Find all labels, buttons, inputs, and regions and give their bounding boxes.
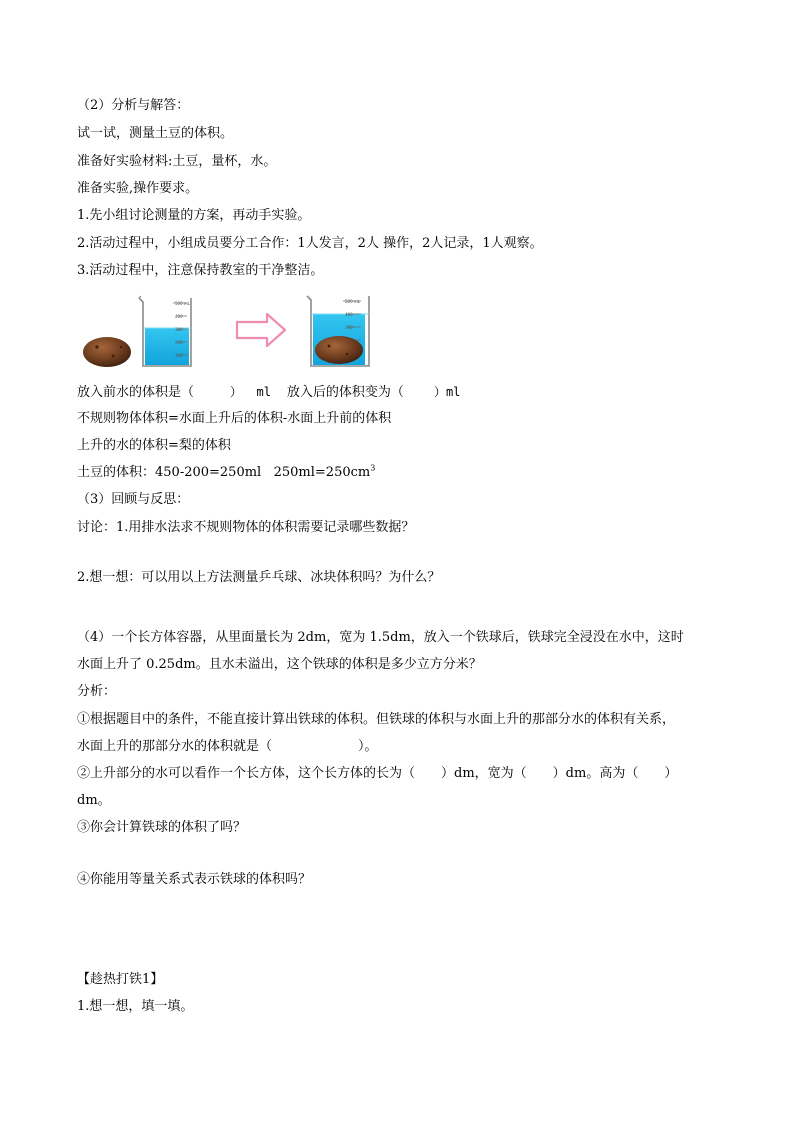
height-suffix: ） [664, 766, 678, 781]
analysis-step-4: ④你能用等量关系式表示铁球的体积吗？ [77, 872, 312, 887]
calc-superscript: 3 [370, 463, 376, 473]
text-line: 准备实验,操作要求。 [77, 181, 199, 196]
section3-heading: （3）回顾与反思： [77, 492, 190, 507]
text-line: 2.活动过程中，小组成员要分工合作：1人发言，2人 操作，2人记录，1人观察。 [77, 236, 543, 251]
text-line: 准备好实验材料:土豆，量杯，水。 [77, 154, 277, 169]
arrow-right-icon [237, 314, 285, 346]
formula-line: 不规则物体体积=水面上升后的体积-水面上升前的体积 [77, 411, 392, 426]
text-line: 试一试，测量土豆的体积。 [77, 126, 234, 141]
section2-heading: （2）分析与解答： [77, 98, 190, 113]
text-line: 3.活动过程中，注意保持教室的干净整洁。 [77, 263, 324, 278]
problem-line: 水面上升了 0.25dm。且水未溢出，这个铁球的体积是多少立方分米？ [77, 657, 482, 672]
width-prefix: ）dm，宽为（ [441, 766, 527, 781]
calc-text: 土豆的体积：450-200=250ml 250ml=250cm [77, 465, 371, 480]
practice-item: 1.想一想，填一填。 [77, 999, 194, 1014]
after-label: 放入后的体积变为（ [286, 385, 404, 400]
height-prefix: ）dm。高为（ [552, 766, 639, 781]
beaker-before-icon [139, 296, 191, 366]
practice-title: 【趁热打铁1】 [77, 972, 164, 987]
tick-label: 200 [175, 340, 183, 345]
submerged-potato-icon [315, 336, 363, 364]
tick-label: 400 [175, 314, 183, 319]
tick-label: 300 [345, 325, 353, 330]
experiment-figure [77, 292, 497, 370]
before-label: 放入前水的体积是（ [77, 385, 195, 400]
calc-line [77, 465, 375, 481]
tick-label: 100 [175, 353, 183, 358]
before-unit: ） ml [230, 385, 271, 399]
formula-line: 上升的水的体积=梨的体积 [77, 438, 231, 453]
blank-suffix: ）。 [358, 739, 378, 754]
tick-label: 300 [175, 327, 183, 332]
question-line: 2.想一想：可以用以上方法测量乒乓球、冰块体积吗？为什么？ [77, 570, 441, 585]
question-line: 讨论：1.用排水法求不规则物体的体积需要记录哪些数据？ [77, 520, 415, 535]
tick-label: 400 [345, 312, 353, 317]
analysis-step-1-cont [77, 739, 378, 755]
after-unit: ）ml [433, 385, 461, 399]
beaker-capacity-label: 500 mL [175, 301, 191, 306]
analysis-step-1: ①根据题目中的条件，不能直接计算出铁球的体积。但铁球的体积与水面上升的那部分水的体积有关系， [77, 712, 676, 727]
length-prefix: ②上升部分的水可以看作一个长方体，这个长方体的长为（ [77, 766, 416, 781]
analysis-label: 分析： [77, 684, 117, 699]
analysis-step-2-cont: dm。 [77, 793, 111, 808]
blank-prefix: 水面上升的那部分水的体积就是（ [77, 739, 273, 754]
experiment-illustration [77, 292, 497, 370]
analysis-step-3: ③你会计算铁球的体积了吗？ [77, 820, 247, 835]
analysis-step-2 [77, 766, 677, 782]
text-line: 1.先小组讨论测量的方案，再动手实验。 [77, 208, 311, 223]
measure-line [77, 384, 460, 401]
beaker-after-icon [307, 296, 369, 366]
beaker-capacity-label: 500 mL [345, 299, 361, 304]
potato-icon [83, 337, 131, 367]
problem-line: （4）一个长方体容器，从里面量长为 2dm，宽为 1.5dm，放入一个铁球后，铁球完全浸没在水中，这时 [77, 630, 684, 645]
